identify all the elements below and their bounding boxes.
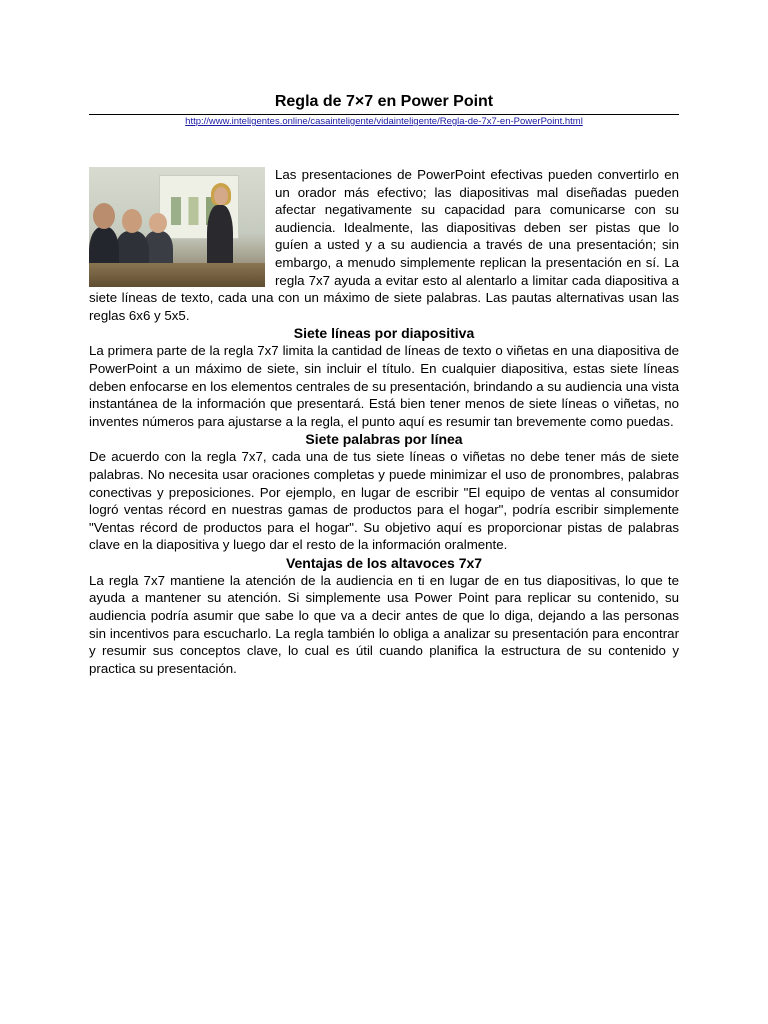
section-paragraph: De acuerdo con la regla 7x7, cada una de tus siete líneas o viñetas no debe tener más de siete palabras. No necesita usar oraciones completas y puede minimizar el uso de pronombres, palabras conectivas y preposiciones. Por ejemplo, en lugar de escribir "El equipo de ventas al consumidor logró ventas récord en nuestras gamas de productos para el hogar", podría escribir simplemente "Ventas récord de productos para el hogar". Su objetivo aquí es proporcionar pistas de palabras clave en la diapositiva y luego dar el resto de la información oralmente. (89, 449, 679, 553)
intro-paragraph: Las presentaciones de PowerPoint efectivas pueden convertirlo en un orador más efectivo; las diapositivas mal diseñadas pueden afectar negativamente su capacidad para comunicarse con su audiencia. Idealmente, las diapositivas deben ser pistas que lo guíen a usted y a su audiencia a través de una presentación; sin embargo, a menudo simplemente replican la presentación en sí. La regla 7x7 ayuda a evitar esto al alentarlo a limitar cada diapositiva a siete líneas de texto, cada una con un máximo de siete palabras. Las pautas alternativas usan las reglas 6x6 y 5x5. (89, 167, 679, 323)
source-link[interactable]: http://www.inteligentes.online/casainteligente/vidainteligente/Regla-de-7x7-en-PowerPoint.html (185, 116, 583, 127)
audience-head (149, 213, 167, 233)
document-title: Regla de 7×7 en Power Point (89, 92, 679, 115)
section-heading: Ventajas de los altavoces 7x7 (285, 554, 483, 571)
intro-block (89, 166, 679, 324)
section-paragraph: La regla 7x7 mantiene la atención de la audiencia en ti en lugar de en tus diapositivas, lo que te ayuda a mantener su atención. Si simplemente usa Power Point para replicar su contenido, su audiencia podría asumir que sabe lo que va a decir antes de que lo diga, dejando a las personas sin incentivos para escucharlo. La regla también lo obliga a analizar su presentación para encontrar y resumir sus conceptos clave, lo cual es útil cuando planifica la estructura de su contenido y practica su presentación. (89, 572, 679, 676)
presenter-head (214, 187, 228, 205)
audience-head (122, 209, 142, 233)
audience-head (93, 203, 115, 229)
section-paragraph: La primera parte de la regla 7x7 limita la cantidad de líneas de texto o viñetas en una diapositiva de PowerPoint a un máximo de siete, sin incluir el título. En cualquier diapositiva, estas siete líneas deben enfocarse en los elementos centrales de su presentación, brindando a su audiencia una vista instantánea de la información que presentará. Está bien tener menos de siete líneas o viñetas, no inventes números para ajustarse a la regla, el punto aquí es resumir tan brevemente como puedas. (89, 343, 679, 429)
presentation-photo (89, 167, 265, 287)
section-heading: Siete líneas por diapositiva (293, 325, 475, 342)
section-heading: Siete palabras por línea (305, 431, 463, 448)
conference-table (89, 263, 265, 287)
document-page (89, 92, 679, 677)
